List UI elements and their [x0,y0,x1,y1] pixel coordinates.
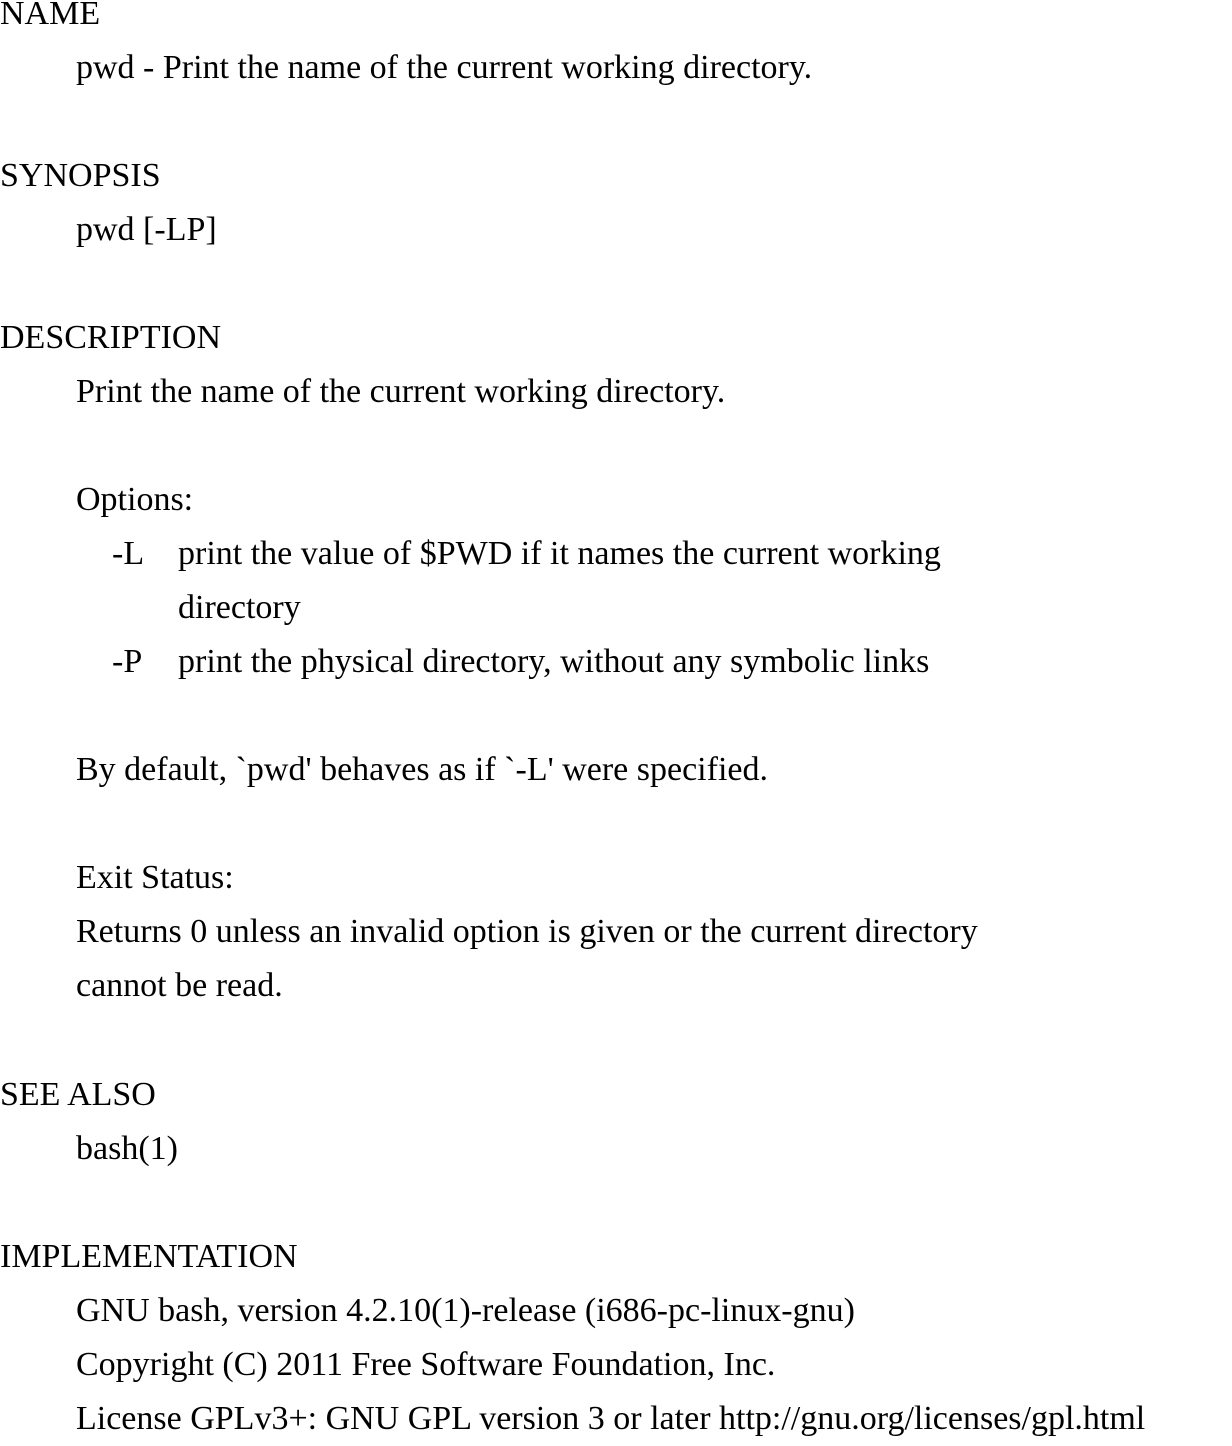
implementation-license: License GPLv3+: GNU GPL version 3 or later http://gnu.org/licenses/gpl.html [76,1400,1146,1437]
section-heading-see-also: SEE ALSO [0,1076,156,1113]
section-heading-description: DESCRIPTION [0,319,222,356]
exit-status-line1: Returns 0 unless an invalid option is given or the current directory [76,913,978,950]
implementation-copyright: Copyright (C) 2011 Free Software Foundation, Inc. [76,1346,776,1383]
see-also-text: bash(1) [76,1130,178,1167]
exit-status-line2: cannot be read. [76,967,283,1004]
default-note: By default, `pwd' behaves as if `-L' were specified. [76,751,768,788]
section-heading-synopsis: SYNOPSIS [0,157,161,194]
option-desc-L-line2: directory [178,589,301,626]
option-flag-P: -P [112,643,143,680]
section-heading-name: NAME [0,0,101,32]
options-label: Options: [76,481,194,518]
description-summary: Print the name of the current working directory. [76,373,726,410]
exit-status-label: Exit Status: [76,859,234,896]
name-text: pwd - Print the name of the current working directory. [76,49,813,86]
synopsis-text: pwd [-LP] [76,211,217,248]
option-desc-P-line1: print the physical directory, without any symbolic links [178,643,930,680]
implementation-version: GNU bash, version 4.2.10(1)-release (i686-pc-linux-gnu) [76,1292,855,1329]
section-heading-implementation: IMPLEMENTATION [0,1238,298,1275]
option-desc-L-line1: print the value of $PWD if it names the current working [178,535,941,572]
option-flag-L: -L [112,535,145,572]
